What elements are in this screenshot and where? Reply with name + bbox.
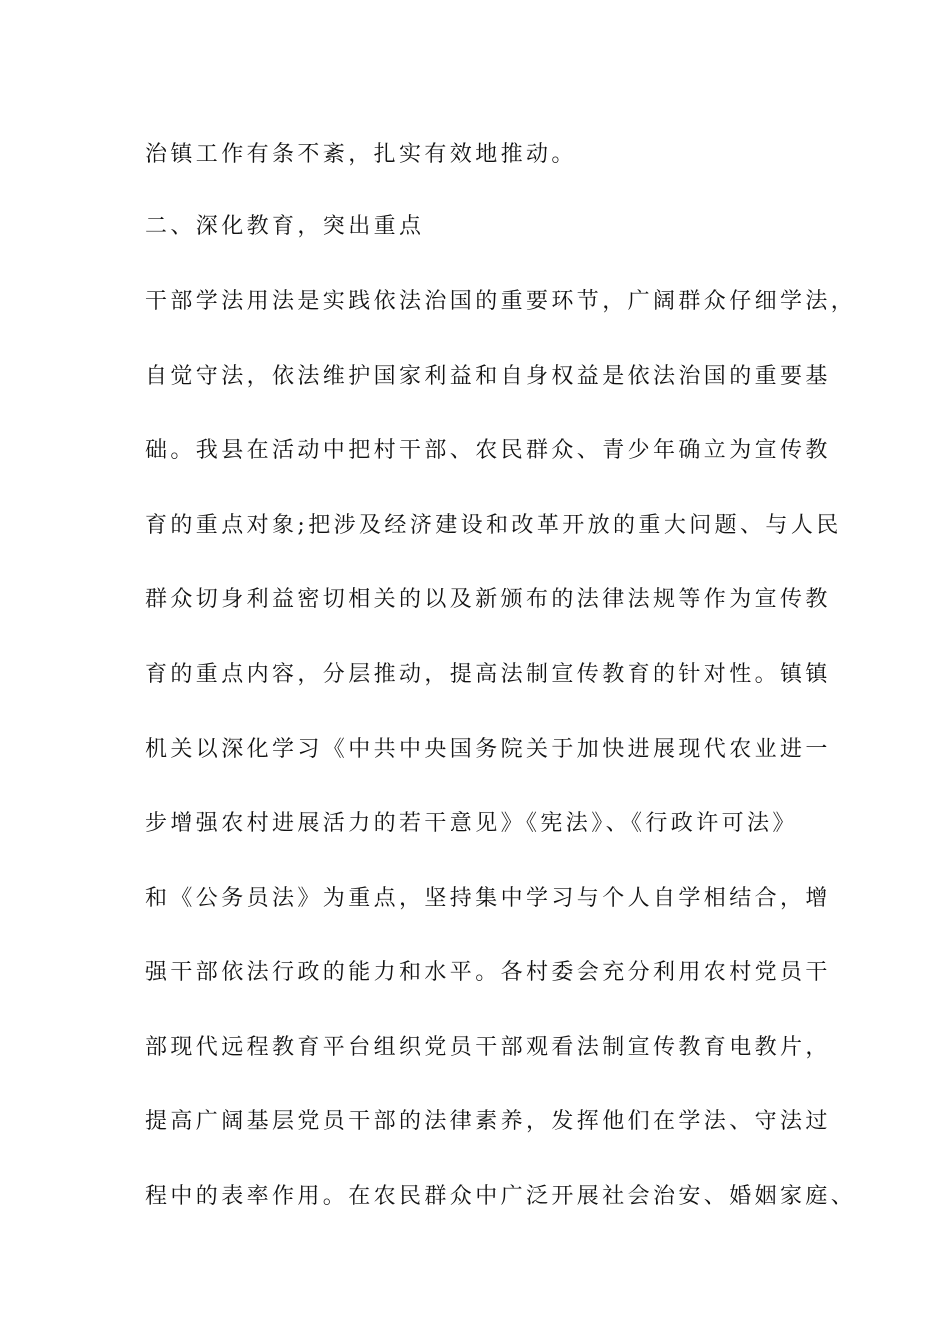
text-line-5: 础。我县在活动中把村干部、农民群众、青少年确立为宣传教 — [145, 438, 831, 463]
text-line-7: 群众切身利益密切相关的以及新颁布的法律法规等作为宣传教 — [145, 587, 831, 612]
text-line-8: 育的重点内容，分层推动，提高法制宣传教育的针对性。镇镇 — [145, 662, 831, 687]
text-line-15: 程中的表率作用。在农民群众中广泛开展社会治安、婚姻家庭、 — [145, 1184, 857, 1209]
text-line-4: 自觉守法，依法维护国家利益和自身权益是依法治国的重要基 — [145, 364, 831, 389]
text-line-1: 治镇工作有条不紊，扎实有效地推动。 — [145, 142, 577, 167]
text-line-14: 提高广阔基层党员干部的法律素养，发挥他们在学法、守法过 — [145, 1109, 831, 1134]
text-line-12: 强干部依法行政的能力和水平。各村委会充分利用农村党员干 — [145, 960, 831, 985]
text-line-13: 部现代远程教育平台组织党员干部观看法制宣传教育电教片， — [145, 1035, 831, 1060]
text-line-11: 和《公务员法》为重点，坚持集中学习与个人自学相结合，增 — [145, 886, 831, 911]
text-line-10: 步增强农村进展活力的若干意见》《宪法》、《行政许可法》 — [145, 811, 798, 836]
text-line-3: 干部学法用法是实践依法治国的重要环节，广阔群众仔细学法， — [145, 289, 857, 314]
text-line-6: 育的重点对象;把涉及经济建设和改革开放的重大问题、与人民 — [145, 513, 842, 538]
text-line-9: 机关以深化学习《中共中央国务院关于加快进展现代农业进一 — [145, 737, 831, 762]
section-heading: 二、深化教育，突出重点 — [145, 214, 425, 239]
